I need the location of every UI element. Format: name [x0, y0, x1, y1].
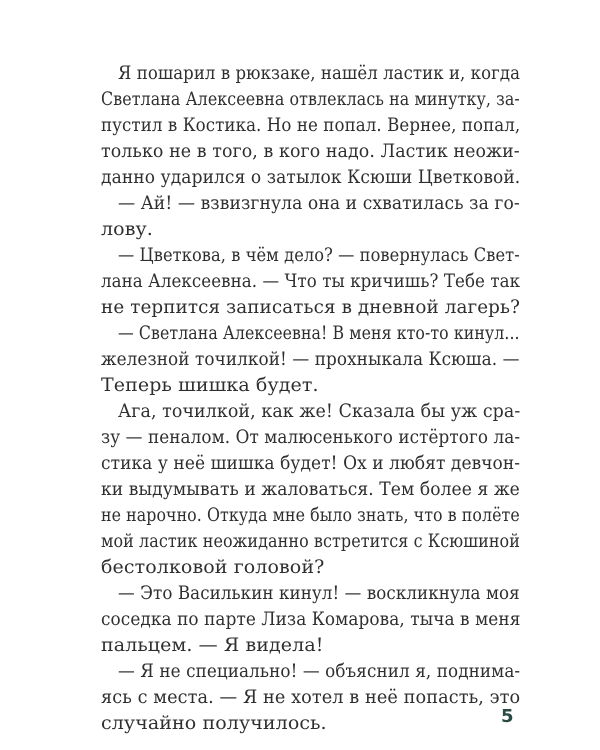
text-line: ки выдумывать и жаловаться. Тем более я же: [101, 478, 520, 500]
text-line: Ага, точилкой, как же! Сказала бы уж сра-: [118, 400, 521, 422]
text-line: Теперь шишка будет.: [101, 374, 319, 396]
text-line: случайно получилось.: [101, 712, 327, 734]
text-line: бестолковой головой?: [101, 556, 325, 578]
text-line: — Я не специально! — объяснил я, поднима-: [118, 660, 521, 682]
text-line: железной точилкой! — прохныкала Ксюша. —: [101, 348, 520, 370]
text-line: — Это Василькин кинул! — воскликнула моя: [118, 582, 520, 604]
text-line: — Цветкова, в чём дело? — повернулась Свет-: [118, 244, 520, 266]
text-line: стика у неё шишка будет! Ох и любят девчон-: [101, 452, 521, 474]
text-line: лана Алексеевна. — Что ты кричишь? Тебе так: [101, 270, 521, 292]
text-line: Светлана Алексеевна отвлеклась на минутку, за-: [101, 88, 520, 110]
text-line: пустил в Костика. Но не попал. Вернее, попал,: [101, 114, 521, 136]
text-line: только не в того, в кого надо. Ластик неожи-: [101, 140, 520, 162]
text-line: данно ударился о затылок Ксюши Цветковой.: [101, 166, 521, 188]
text-line: ясь с места. — Я не хотел в неё попасть, это: [101, 686, 521, 708]
text-line: Я пошарил в рюкзаке, нашёл ластик и, когда: [118, 62, 520, 84]
text-line: лову.: [101, 218, 153, 240]
text-line: не нарочно. Откуда мне было знать, что в полёте: [101, 504, 520, 526]
text-line: соседка по парте Лиза Комарова, тыча в меня: [101, 608, 521, 630]
text-line: пальцем. — Я видела!: [101, 634, 324, 656]
text-line: мой ластик неожиданно встретится с Ксюшиной: [101, 530, 520, 552]
text-line: — Ай! — взвизгнула она и схватилась за го-: [118, 192, 520, 214]
text-line: не терпится записаться в дневной лагерь?: [101, 296, 521, 318]
text-line: — Светлана Алексеевна! В меня кто-то кинул...: [118, 322, 520, 344]
text-line: зу — пеналом. От малюсенького истёртого ла-: [101, 426, 521, 448]
page-number: 5: [501, 706, 514, 727]
